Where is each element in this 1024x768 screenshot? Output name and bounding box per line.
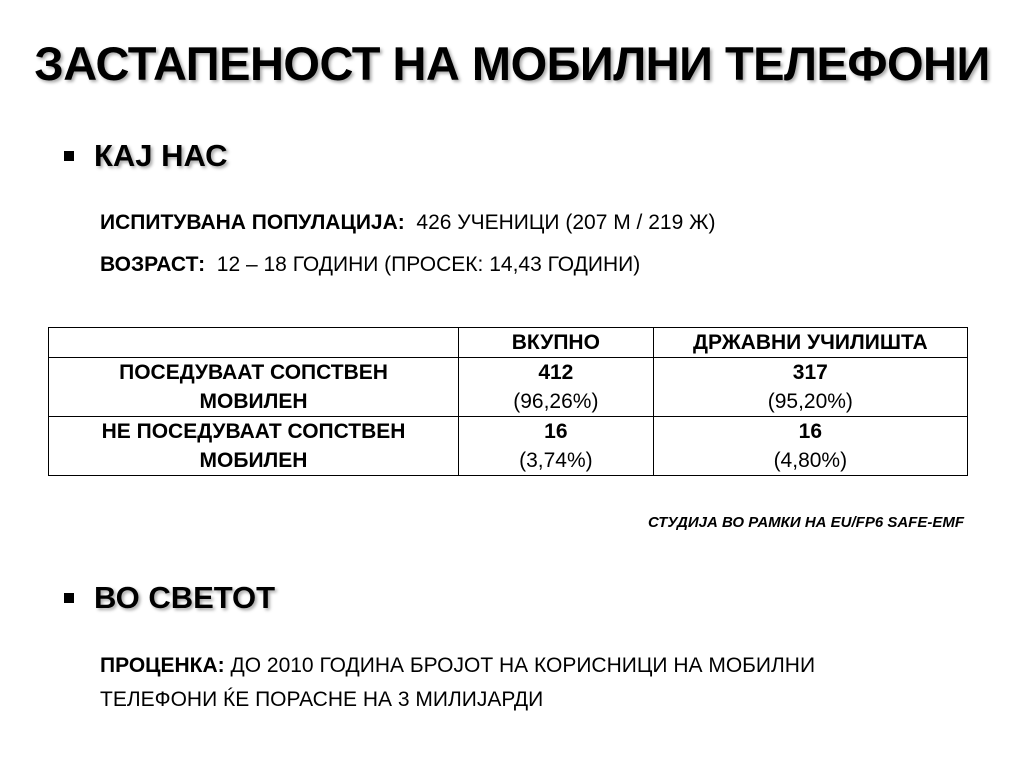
bullet-square-icon — [64, 151, 74, 161]
page-title: ЗАСТАПЕНОСТ НА МОБИЛНИ ТЕЛЕФОНИ — [34, 37, 990, 90]
cell-percent: (3,74%) — [519, 449, 593, 472]
bullet-section-world — [64, 580, 275, 616]
bullet-square-icon — [64, 593, 74, 603]
estimate-text-1: ДО 2010 ГОДИНА БРОЈОТ НА КОРИСНИЦИ НА МОБИЛНИ — [230, 654, 816, 677]
estimate-line-2 — [100, 688, 543, 712]
row-label-line: НЕ ПОСЕДУВААТ СОПСТВЕН — [101, 420, 406, 443]
cell-state-own — [653, 358, 967, 417]
population-label: ИСПИТУВАНА ПОПУЛАЦИЈА: — [100, 211, 405, 234]
row-label-line: ПОСЕДУВААТ СОПСТВЕН — [119, 361, 388, 384]
table-row — [49, 358, 968, 417]
age-value: 12 – 18 ГОДИНИ (ПРОСЕК: 14,43 ГОДИНИ) — [216, 253, 641, 276]
estimate-text-2: ТЕЛЕФОНИ ЌЕ ПОРАСНЕ НА 3 МИЛИЈАРДИ — [100, 688, 544, 711]
cell-total-own — [459, 358, 654, 417]
cell-count: 16 — [544, 420, 568, 443]
table-header-empty — [49, 328, 459, 358]
cell-count: 412 — [538, 361, 574, 384]
ownership-table — [48, 327, 968, 476]
age-line — [100, 253, 640, 277]
estimate-line-1 — [100, 654, 815, 678]
estimate-label: ПРОЦЕНКА: — [100, 654, 225, 677]
row-label-own — [49, 358, 459, 417]
section-heading-local: КАЈ НАС — [94, 138, 228, 173]
table-header-total: ВКУПНО — [459, 328, 654, 358]
population-line — [100, 211, 715, 235]
cell-total-not-own — [459, 417, 654, 476]
cell-count: 317 — [792, 361, 828, 384]
population-value: 426 УЧЕНИЦИ (207 М / 219 Ж) — [416, 211, 716, 234]
row-label-line: МОБИЛЕН — [199, 449, 308, 472]
cell-percent: (96,26%) — [513, 390, 599, 413]
table-header-state-schools: ДРЖАВНИ УЧИЛИШТА — [653, 328, 967, 358]
cell-count: 16 — [798, 420, 822, 443]
row-label-line: МОВИЛЕН — [199, 390, 308, 413]
section-heading-world: ВО СВЕТОТ — [94, 580, 276, 615]
bullet-section-local — [64, 138, 228, 174]
table-row — [49, 417, 968, 476]
table-header-row — [49, 328, 968, 358]
source-note: СТУДИЈА ВО РАМКИ НА EU/FP6 SAFE-EMF — [647, 514, 964, 531]
cell-percent: (95,20%) — [767, 390, 853, 413]
cell-state-not-own — [653, 417, 967, 476]
age-label: ВОЗРАСТ: — [100, 253, 206, 276]
cell-percent: (4,80%) — [773, 449, 848, 472]
row-label-not-own — [49, 417, 459, 476]
